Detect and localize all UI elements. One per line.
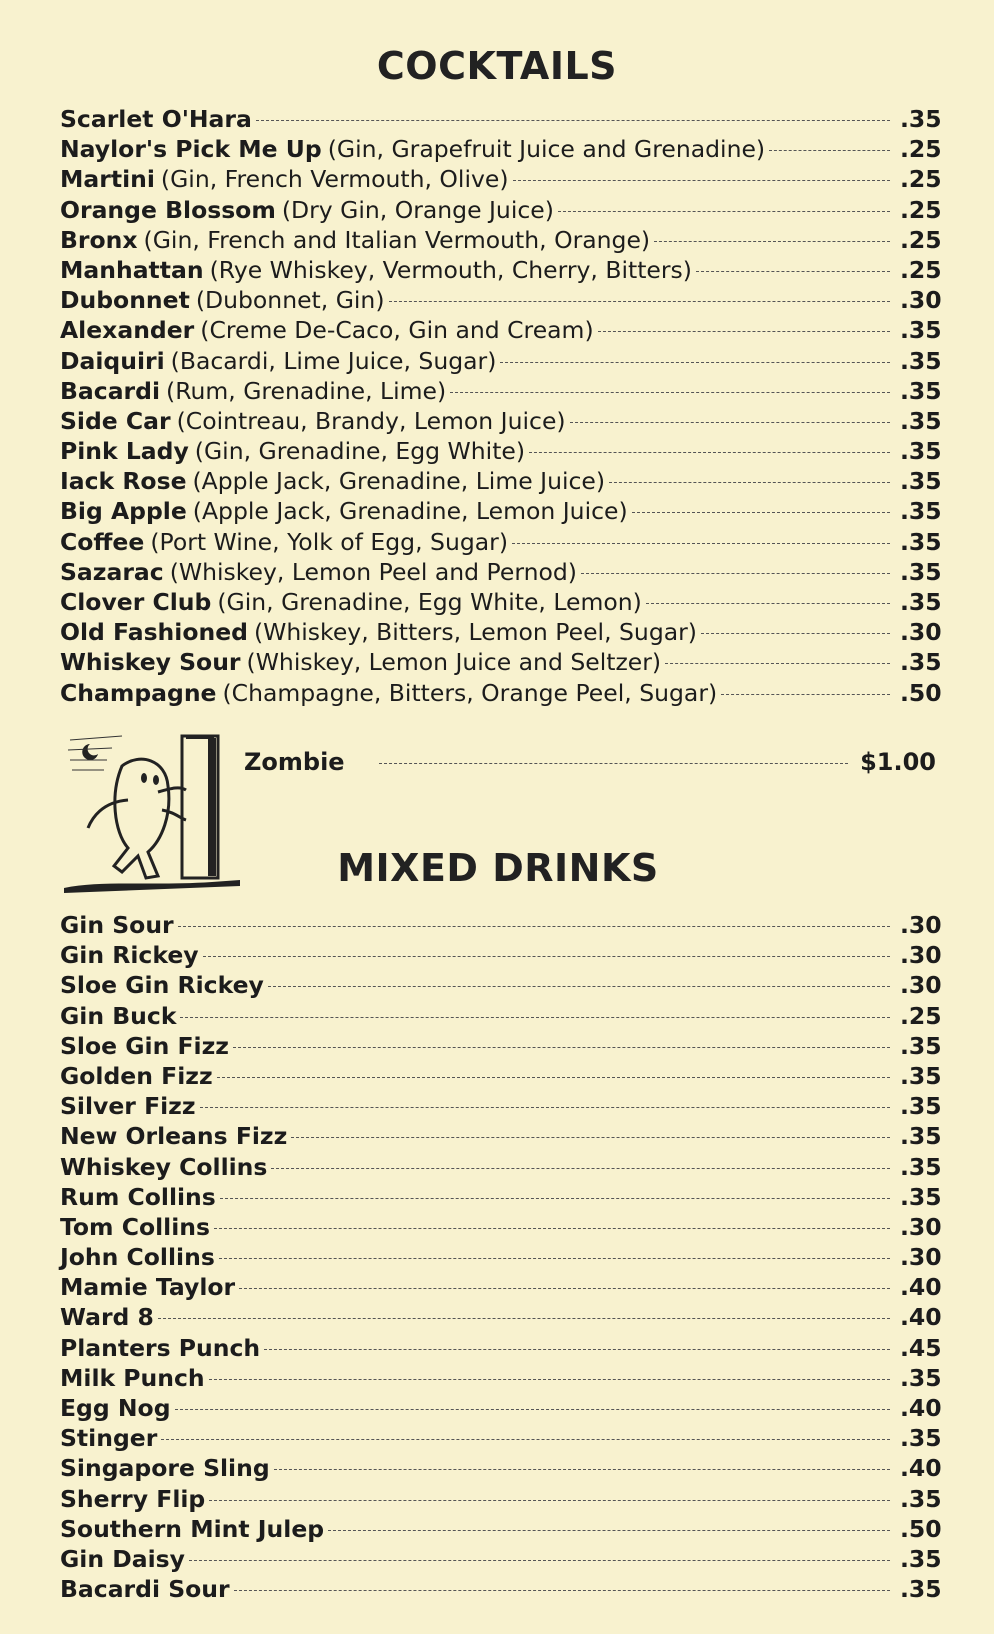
item-price: .35: [900, 648, 942, 677]
item-price: .25: [900, 1001, 942, 1030]
menu-item: [60, 1061, 942, 1091]
item-price: .50: [900, 678, 942, 707]
dot-leader: [217, 1077, 890, 1078]
dot-leader: [512, 543, 890, 544]
menu-item: [60, 1453, 942, 1483]
item-description: (Whiskey, Lemon Juice and Seltzer): [246, 648, 662, 677]
item-price: .35: [900, 1363, 942, 1392]
item-price: .45: [900, 1333, 942, 1362]
item-price: .35: [900, 1544, 942, 1573]
item-name: Clover Club: [60, 588, 212, 616]
dot-leader: [379, 763, 848, 764]
item-name: Egg Nog: [60, 1394, 171, 1422]
menu-item: [60, 195, 942, 225]
dot-leader: [219, 1258, 890, 1259]
item-name: Sazarac: [60, 557, 164, 586]
item-price: .35: [900, 1182, 942, 1211]
item-name: Rum Collins: [60, 1182, 216, 1211]
item-price: .30: [900, 1212, 942, 1241]
dot-leader: [175, 1409, 890, 1410]
dot-leader: [328, 1530, 890, 1531]
item-price: .35: [900, 1061, 942, 1090]
menu-item: [60, 1514, 942, 1544]
menu-item: [60, 1242, 942, 1272]
item-price: .35: [900, 1122, 942, 1151]
item-name: Singapore Sling: [60, 1454, 270, 1483]
item-price: .30: [900, 618, 942, 647]
item-name: Ward 8: [60, 1303, 154, 1332]
menu-item: [60, 910, 942, 940]
item-name: Old Fashioned: [60, 618, 248, 647]
dot-leader: [203, 956, 890, 957]
item-name: Naylor's Pick Me Up: [60, 135, 322, 164]
item-description: (Creme De-Caco, Gin and Cream): [200, 316, 594, 345]
dot-leader: [271, 1168, 890, 1169]
dot-leader: [268, 986, 890, 987]
mixed-drinks-heading: MIXED DRINKS: [337, 846, 659, 890]
dot-leader: [632, 512, 890, 513]
item-description: (Port Wine, Yolk of Egg, Sugar): [150, 527, 508, 556]
dot-leader: [665, 663, 890, 664]
dot-leader: [598, 331, 890, 332]
menu-item: [60, 1302, 942, 1332]
item-description: (Gin, French and Italian Vermouth, Orange): [143, 225, 651, 254]
dot-leader: [256, 120, 890, 121]
item-name: Alexander: [60, 316, 195, 345]
item-name: Manhattan: [60, 255, 204, 284]
item-name: Whiskey Sour: [60, 648, 241, 677]
item-name: Orange Blossom: [60, 195, 276, 224]
item-name: Golden Fizz: [60, 1061, 213, 1090]
item-price: .35: [900, 1152, 942, 1181]
item-price: .35: [900, 527, 942, 556]
item-name: Planters Punch: [60, 1333, 261, 1362]
menu-item: [60, 406, 942, 436]
menu-item: [60, 940, 942, 970]
item-price: .35: [900, 467, 942, 496]
menu-item: [60, 346, 942, 376]
menu-item: [60, 587, 942, 617]
item-name: John Collins: [60, 1243, 215, 1272]
dot-leader: [264, 1349, 890, 1350]
menu-item: [60, 970, 942, 1000]
item-price: .25: [900, 255, 942, 284]
dot-leader: [274, 1469, 890, 1470]
menu-item: [60, 466, 942, 496]
item-price: .35: [900, 316, 942, 345]
item-description: (Apple Jack, Grenadine, Lemon Juice): [192, 497, 628, 526]
menu-item: [60, 1363, 942, 1393]
item-name: Stinger: [60, 1424, 158, 1453]
dot-leader: [769, 150, 890, 151]
dot-leader: [189, 1560, 890, 1561]
item-description: (Gin, Grenadine, Egg White): [194, 437, 526, 466]
item-name: Bronx: [60, 225, 138, 254]
item-price: .35: [900, 1575, 942, 1604]
dot-leader: [214, 1228, 890, 1229]
dot-leader: [178, 926, 890, 927]
dot-leader: [558, 211, 890, 212]
menu-item: [60, 1272, 942, 1302]
item-name: Gin Buck: [60, 1001, 177, 1030]
item-name: Daiquiri: [60, 346, 165, 375]
item-description: (Whiskey, Bitters, Lemon Peel, Sugar): [253, 618, 697, 647]
menu-item: [60, 617, 942, 647]
dot-leader: [220, 1198, 890, 1199]
item-description: (Gin, Grapefruit Juice and Grenadine): [327, 135, 766, 164]
menu-item: [60, 678, 942, 708]
item-price: .35: [900, 1031, 942, 1060]
dot-leader: [239, 1288, 890, 1289]
menu-item: [60, 1574, 942, 1604]
item-name: Champagne: [60, 678, 217, 707]
item-price: .40: [900, 1394, 942, 1422]
item-name: Dubonnet: [60, 286, 190, 315]
item-price: .35: [900, 557, 942, 586]
item-name: Gin Sour: [60, 911, 174, 939]
item-name: Southern Mint Julep: [60, 1514, 325, 1543]
menu-item: [60, 1212, 942, 1242]
item-price: .35: [900, 346, 942, 375]
item-price: .30: [900, 286, 942, 315]
item-price: .40: [900, 1273, 942, 1302]
item-description: (Rye Whiskey, Vermouth, Cherry, Bitters): [209, 255, 692, 284]
item-price: .50: [900, 1514, 942, 1543]
menu-item: [60, 496, 942, 526]
item-price: .25: [900, 195, 942, 224]
item-name: Gin Rickey: [60, 941, 199, 970]
menu-item: [60, 1091, 942, 1121]
item-name: Side Car: [60, 406, 171, 435]
item-price: .25: [900, 165, 942, 194]
item-name: Iack Rose: [60, 467, 187, 496]
menu-item: [60, 647, 942, 677]
dot-leader: [609, 482, 890, 483]
item-name: Martini: [60, 165, 155, 194]
item-description: (Rum, Grenadine, Lime): [166, 376, 447, 405]
dot-leader: [180, 1017, 890, 1018]
dot-leader: [701, 633, 890, 634]
item-price: .35: [900, 1484, 942, 1513]
item-price: .25: [900, 135, 942, 164]
cocktail-list: [60, 104, 942, 708]
item-price: .40: [900, 1303, 942, 1332]
menu-item: [60, 1001, 942, 1031]
item-name: Whiskey Collins: [60, 1152, 268, 1181]
item-description: (Cointreau, Brandy, Lemon Juice): [176, 406, 566, 435]
menu-item: [60, 1393, 942, 1423]
item-name: Milk Punch: [60, 1363, 205, 1392]
zombie-item: [244, 748, 936, 776]
dot-leader: [581, 573, 890, 574]
menu-item: [60, 104, 942, 134]
item-description: (Dubonnet, Gin): [195, 286, 385, 315]
item-price: $1.00: [860, 748, 936, 776]
menu-item: [60, 1333, 942, 1363]
dot-leader: [450, 392, 890, 393]
item-description: (Apple Jack, Grenadine, Lime Juice): [192, 467, 606, 496]
item-name: Big Apple: [60, 497, 187, 526]
item-price: .30: [900, 1243, 942, 1272]
dot-leader: [570, 422, 890, 423]
menu-item: [60, 1423, 942, 1453]
item-name: Gin Daisy: [60, 1544, 185, 1573]
item-price: .30: [900, 941, 942, 970]
item-description: (Gin, Grenadine, Egg White, Lemon): [217, 588, 642, 616]
item-description: (Gin, French Vermouth, Olive): [160, 165, 509, 194]
item-price: .35: [900, 376, 942, 405]
dot-leader: [291, 1137, 890, 1138]
dot-leader: [513, 180, 890, 181]
item-price: .35: [900, 497, 942, 526]
menu-item: [60, 436, 942, 466]
dot-leader: [646, 603, 890, 604]
menu-item: [60, 376, 942, 406]
item-name: Tom Collins: [60, 1212, 210, 1241]
item-price: .35: [900, 437, 942, 466]
menu-item: [60, 1182, 942, 1212]
dot-leader: [234, 1590, 890, 1591]
item-price: .30: [900, 971, 942, 1000]
item-description: (Dry Gin, Orange Juice): [281, 195, 554, 224]
dot-leader: [209, 1500, 890, 1501]
item-name: Scarlet O'Hara: [60, 105, 252, 133]
item-price: .35: [900, 1092, 942, 1121]
item-name: Coffee: [60, 527, 145, 556]
menu-item: [60, 1152, 942, 1182]
dot-leader: [158, 1318, 890, 1319]
item-price: .35: [900, 105, 942, 133]
item-price: .35: [900, 588, 942, 616]
menu-item: [60, 255, 942, 285]
menu-item: [60, 1121, 942, 1151]
dot-leader: [233, 1047, 890, 1048]
item-name: Silver Fizz: [60, 1092, 196, 1121]
item-name: Zombie: [244, 748, 345, 776]
dot-leader: [200, 1107, 890, 1108]
menu-item: [60, 557, 942, 587]
dot-leader: [389, 301, 891, 302]
item-name: Bacardi: [60, 376, 161, 405]
item-price: .25: [900, 225, 942, 254]
menu-item: [60, 527, 942, 557]
item-name: Bacardi Sour: [60, 1575, 230, 1604]
item-price: .30: [900, 911, 942, 939]
item-description: (Bacardi, Lime Juice, Sugar): [170, 346, 497, 375]
menu-item: [60, 225, 942, 255]
item-name: Sloe Gin Rickey: [60, 971, 264, 1000]
item-name: Sherry Flip: [60, 1484, 206, 1513]
mixed-drinks-list: [60, 910, 942, 1604]
item-description: (Champagne, Bitters, Orange Peel, Sugar): [222, 678, 718, 707]
item-price: .35: [900, 1424, 942, 1453]
dot-leader: [209, 1379, 890, 1380]
item-price: .35: [900, 406, 942, 435]
menu-item: [60, 1484, 942, 1514]
dot-leader: [529, 452, 890, 453]
menu-item: [60, 134, 942, 164]
menu-item: [60, 1544, 942, 1574]
menu-item: [60, 1031, 942, 1061]
dot-leader: [721, 694, 890, 695]
cocktails-heading: COCKTAILS: [376, 44, 618, 88]
item-name: Pink Lady: [60, 437, 189, 466]
menu-item: [60, 164, 942, 194]
menu-item: [60, 315, 942, 345]
item-price: .40: [900, 1454, 942, 1483]
dot-leader: [161, 1439, 890, 1440]
item-name: Sloe Gin Fizz: [60, 1031, 229, 1060]
dot-leader: [654, 241, 890, 242]
dot-leader: [500, 362, 890, 363]
item-description: (Whiskey, Lemon Peel and Pernod): [169, 557, 577, 586]
item-name: New Orleans Fizz: [60, 1122, 288, 1151]
item-name: Mamie Taylor: [60, 1273, 236, 1302]
menu-item: [60, 285, 942, 315]
dot-leader: [696, 271, 890, 272]
